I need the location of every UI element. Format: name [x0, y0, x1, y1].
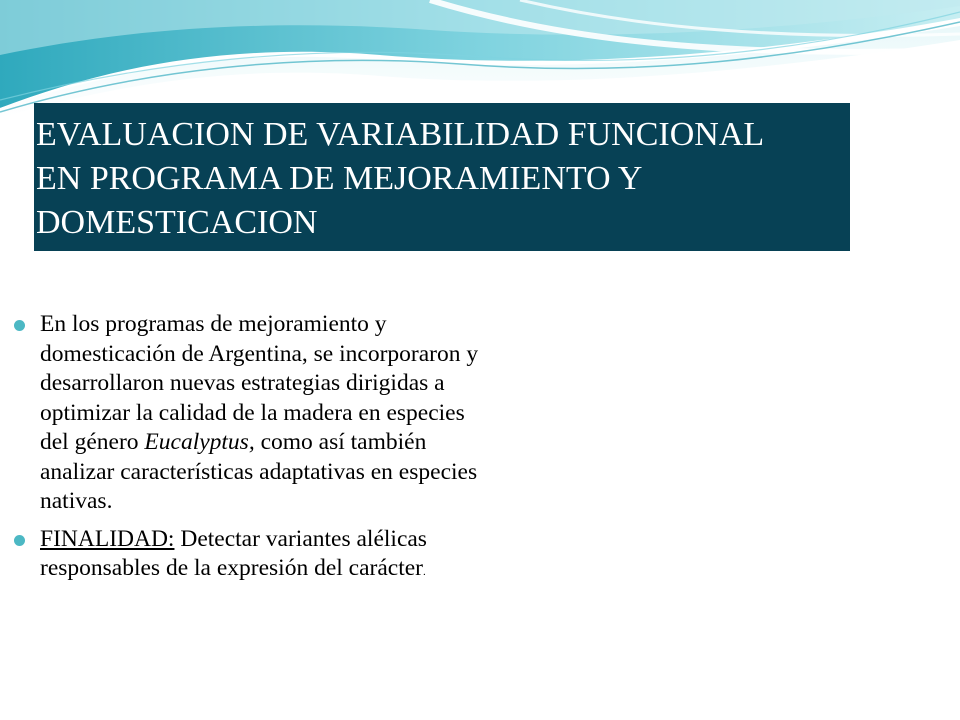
bullet-2-line-1	[40, 525, 714, 555]
bullet-1-line-4: optimizar la calidad de la madera en especies	[40, 399, 465, 426]
title-line-3: DOMESTICACION	[36, 204, 318, 241]
bullet-2-line-2-text: responsables de la expresión del carácter	[40, 555, 423, 581]
bullet-dot-icon	[14, 535, 25, 546]
bullet-item-programs	[14, 310, 714, 517]
bullet-1-line-5-pre: del género	[40, 429, 145, 455]
bullet-1-line-5-post: como así también	[254, 429, 427, 455]
bullet-1-line-3: desarrollaron nuevas estrategias dirigidas a	[40, 370, 445, 396]
bullet-dot-icon	[14, 320, 25, 331]
bullet-1-line-6: analizar características adaptativas en especies	[40, 458, 478, 485]
bullet-1-genus-italic: Eucalyptus,	[144, 429, 255, 455]
bullet-list	[14, 310, 714, 596]
bullet-2-period: .	[423, 566, 426, 578]
title-box	[34, 103, 850, 251]
finalidad-label: FINALIDAD:	[40, 525, 175, 552]
bullet-2-line-2	[40, 554, 714, 588]
title-line-1: EVALUACION DE VARIABILIDAD FUNCIONAL	[36, 116, 765, 153]
bullet-item-finalidad	[14, 525, 714, 588]
bullet-2-line-1-rest: Detectar variantes alélicas	[174, 525, 427, 552]
bullet-1-line-7: nativas.	[40, 488, 113, 514]
bullet-1-line-5	[40, 428, 714, 458]
bullet-1-line-1: En los programas de mejoramiento y	[40, 311, 387, 337]
title-line-2: EN PROGRAMA DE MEJORAMIENTO Y	[36, 160, 643, 197]
bullet-1-line-2: domesticación de Argentina, se incorporaron y	[40, 340, 479, 367]
